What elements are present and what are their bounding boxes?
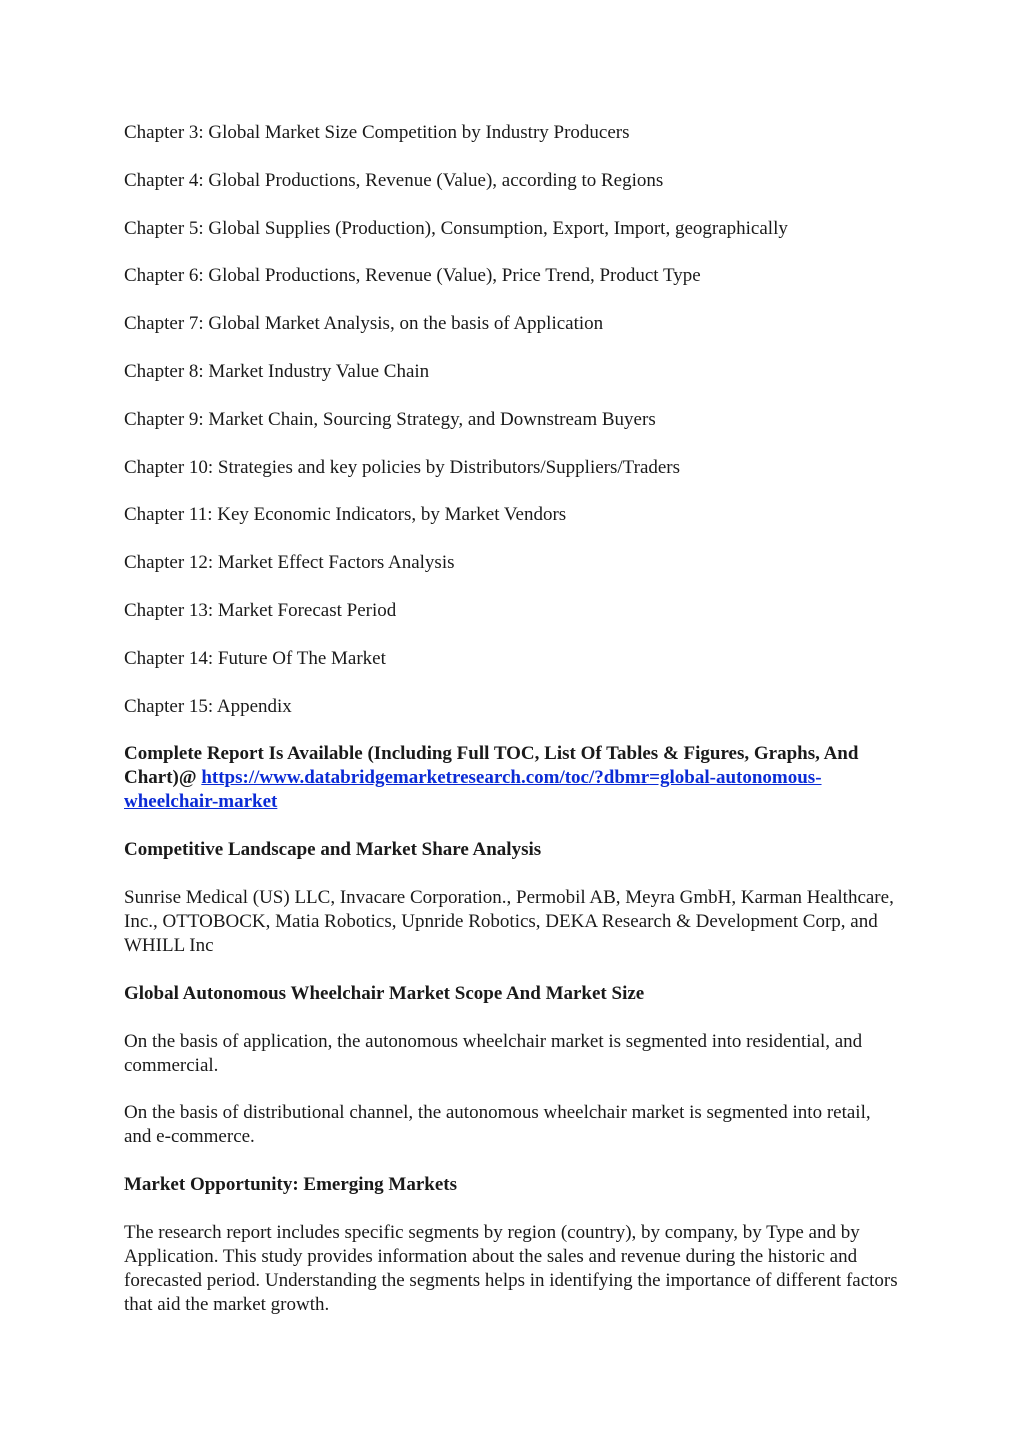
opportunity-body: The research report includes specific segments by region (country), by company, by Type and by Application. This study provides information about the sales and revenue during the historic and forecasted period. Understanding the segments helps in identifying the importance of different factors that aid the market growth. [124,1221,898,1315]
chapter-item: Chapter 4: Global Productions, Revenue (Value), according to Regions [124,169,664,191]
chapter-item: Chapter 15: Appendix [124,695,292,717]
chapter-item: Chapter 14: Future Of The Market [124,647,386,669]
scope-paragraph-application: On the basis of application, the autonomous wheelchair market is segmented into residential, and commercial. [124,1030,863,1076]
report-toc-link[interactable]: https://www.databridgemarketresearch.com/toc/?dbmr=global-autonomous-wheelchair-market [124,767,822,813]
chapter-item: Chapter 11: Key Economic Indicators, by Market Vendors [124,504,567,526]
chapter-item: Chapter 13: Market Forecast Period [124,599,397,621]
chapter-item: Chapter 6: Global Productions, Revenue (Value), Price Trend, Product Type [124,265,701,287]
document-page [124,121,899,1341]
competitive-body: Sunrise Medical (US) LLC, Invacare Corporation., Permobil AB, Meyra GmbH, Karman Healthcare, Inc., OTTOBOCK, Matia Robotics, Upnride Robotics, DEKA Research & Development Corp, and WHILL Inc [124,886,894,956]
chapter-item: Chapter 12: Market Effect Factors Analysis [124,552,455,574]
chapter-item: Chapter 5: Global Supplies (Production), Consumption, Export, Import, geographically [124,217,788,239]
opportunity-heading: Market Opportunity: Emerging Markets [124,1174,457,1196]
chapter-item: Chapter 10: Strategies and key policies by Distributors/Suppliers/Traders [124,456,681,478]
competitive-heading: Competitive Landscape and Market Share Analysis [124,839,542,861]
chapter-list [124,121,899,719]
chapter-item: Chapter 9: Market Chain, Sourcing Strategy, and Downstream Buyers [124,408,656,430]
scope-paragraph-channel: On the basis of distributional channel, the autonomous wheelchair market is segmented into retail, and e-commerce. [124,1102,871,1148]
chapter-item: Chapter 8: Market Industry Value Chain [124,360,430,382]
chapter-item: Chapter 3: Global Market Size Competition by Industry Producers [124,122,630,143]
chapter-item: Chapter 7: Global Market Analysis, on the basis of Application [124,313,604,335]
report-lead-text: Complete Report Is Available (Including Full TOC, List Of Tables & Figures, Graphs, And Chart)@ [124,743,859,789]
report-availability [124,742,899,814]
scope-heading: Global Autonomous Wheelchair Market Scope And Market Size [124,982,645,1004]
